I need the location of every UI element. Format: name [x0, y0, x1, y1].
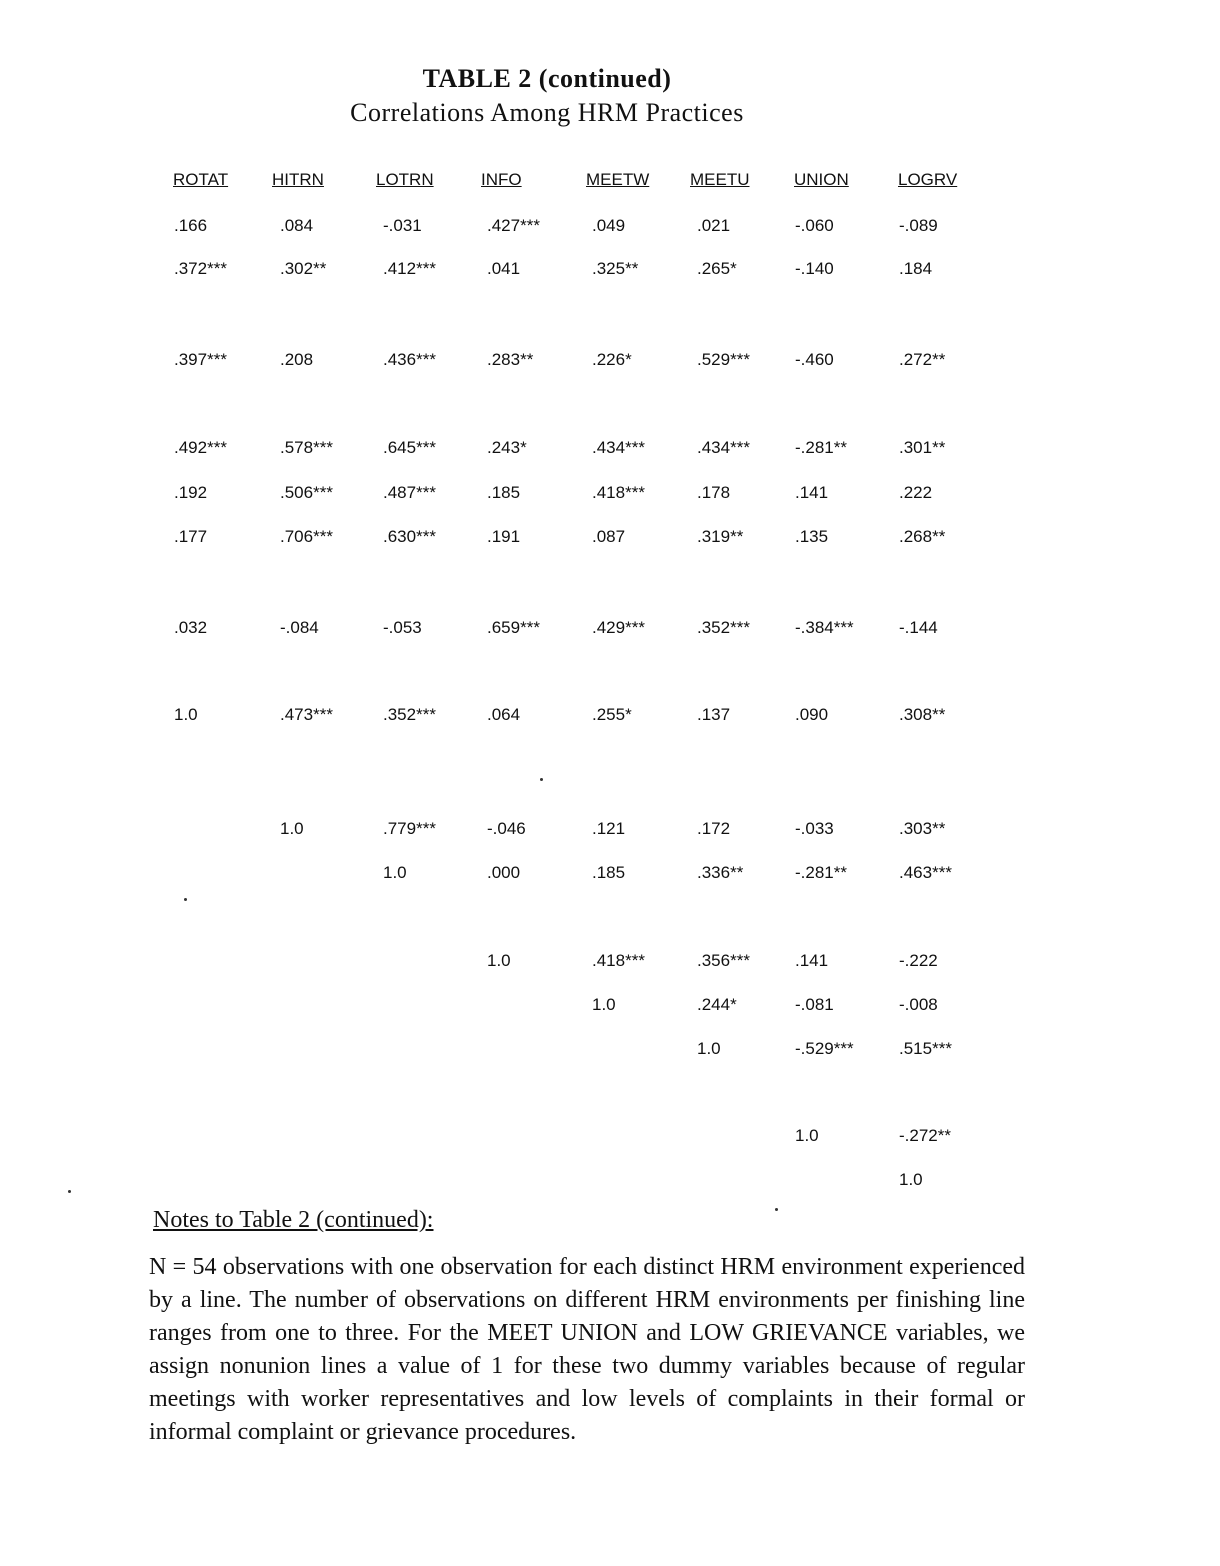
table-cell: .172 [697, 819, 731, 838]
table-cell: .087 [592, 527, 626, 546]
table-cell: .185 [487, 483, 521, 502]
table-cell: .226* [592, 350, 632, 369]
table-cell: 1.0 [174, 705, 198, 724]
table-cell: .506*** [280, 483, 333, 502]
table-cell: .706*** [280, 527, 333, 546]
table-cell: .208 [280, 350, 314, 369]
table-cell: .487*** [383, 483, 436, 502]
table-cell: .141 [795, 483, 829, 502]
table-cell: .021 [697, 216, 731, 235]
column-header-info: INFO [481, 170, 522, 189]
table-cell: .000 [487, 863, 521, 882]
table-cell: 1.0 [280, 819, 304, 838]
table-cell: -.053 [383, 618, 422, 637]
column-header-lotrn: LOTRN [376, 170, 434, 189]
table-cell: -.031 [383, 216, 422, 235]
table-cell: .779*** [383, 819, 436, 838]
table-cell: .141 [795, 951, 829, 970]
table-cell: 1.0 [899, 1170, 923, 1189]
table-cell: -.272** [899, 1126, 951, 1145]
table-cell: .244* [697, 995, 737, 1014]
table-cell: .177 [174, 527, 208, 546]
table-cell: .191 [487, 527, 521, 546]
column-header-meetu: MEETU [690, 170, 750, 189]
table-cell: -.384*** [795, 618, 854, 637]
column-header-hitrn: HITRN [272, 170, 324, 189]
table-cell: .178 [697, 483, 731, 502]
table-cell: .137 [697, 705, 731, 724]
table-cell: .192 [174, 483, 208, 502]
table-cell: -.084 [280, 618, 319, 637]
table-cell: 1.0 [487, 951, 511, 970]
table-cell: .302** [280, 259, 327, 278]
table-cell: .336** [697, 863, 744, 882]
table-cell: .283** [487, 350, 534, 369]
table-cell: .492*** [174, 438, 227, 457]
table-cell: -.033 [795, 819, 834, 838]
table-cell: .429*** [592, 618, 645, 637]
scan-speck [184, 898, 187, 901]
table-cell: -.281** [795, 438, 847, 457]
table-cell: -.046 [487, 819, 526, 838]
table-cell: .084 [280, 216, 314, 235]
table-cell: .166 [174, 216, 208, 235]
table-cell: 1.0 [795, 1126, 819, 1145]
table-cell: .041 [487, 259, 521, 278]
scan-speck [775, 1208, 778, 1211]
table-cell: .255* [592, 705, 632, 724]
table-cell: .222 [899, 483, 933, 502]
table-cell: -.529*** [795, 1039, 854, 1058]
table-cell: -.144 [899, 618, 938, 637]
table-cell: -.008 [899, 995, 938, 1014]
table-cell: .418*** [592, 951, 645, 970]
scan-speck [68, 1190, 71, 1193]
table-cell: -.140 [795, 259, 834, 278]
table-cell: .243* [487, 438, 527, 457]
table-cell: -.060 [795, 216, 834, 235]
table-cell: .434*** [697, 438, 750, 457]
notes-title: Notes to Table 2 (continued): [153, 1207, 434, 1233]
table-cell: .135 [795, 527, 829, 546]
scan-speck [540, 778, 543, 781]
column-header-logrv: LOGRV [898, 170, 958, 189]
table-cell: .578*** [280, 438, 333, 457]
table-cell: -.460 [795, 350, 834, 369]
table-cell: .325** [592, 259, 639, 278]
table-cell: .427*** [487, 216, 540, 235]
table-cell: .064 [487, 705, 521, 724]
column-header-rotat: ROTAT [173, 170, 229, 189]
table-cell: 1.0 [697, 1039, 721, 1058]
table-cell: .352*** [383, 705, 436, 724]
table-title: TABLE 2 (continued) [422, 64, 672, 93]
table-cell: .659*** [487, 618, 540, 637]
table-cell: 1.0 [592, 995, 616, 1014]
table-cell: .319** [697, 527, 744, 546]
table-cell: .301** [899, 438, 946, 457]
table-cell: .630*** [383, 527, 436, 546]
column-header-union: UNION [794, 170, 849, 189]
table-cell: .272** [899, 350, 946, 369]
column-header-meetw: MEETW [586, 170, 650, 189]
table-cell: 1.0 [383, 863, 407, 882]
notes-text: N = 54 observations with one observation for each distinct HRM environment experienced by a line. The number of observations on different HRM environments per finishing line ranges from one to three. For the MEET UNION and LOW GRIEVANCE variables, we assign nonunion lines a value of 1 for these two dummy variables because of regular meetings with worker representatives and low levels of complaints in their formal or informal complaint or grievance procedures. [149, 1254, 1025, 1445]
table-cell: .515*** [899, 1039, 952, 1058]
table-cell: .356*** [697, 951, 750, 970]
table-cell: .418*** [592, 483, 645, 502]
table-cell: .473*** [280, 705, 333, 724]
table-cell: .308** [899, 705, 946, 724]
table-cell: .303** [899, 819, 946, 838]
table-cell: .436*** [383, 350, 436, 369]
table-cell: .185 [592, 863, 626, 882]
table-cell: .352*** [697, 618, 750, 637]
table-cell: .032 [174, 618, 208, 637]
table-cell: .645*** [383, 438, 436, 457]
table-cell: .121 [592, 819, 626, 838]
table-cell: .529*** [697, 350, 750, 369]
table-cell: .397*** [174, 350, 227, 369]
table-cell: -.281** [795, 863, 847, 882]
table-cell: .412*** [383, 259, 436, 278]
table-cell: -.222 [899, 951, 938, 970]
table-cell: .434*** [592, 438, 645, 457]
table-cell: .184 [899, 259, 933, 278]
table-cell: .090 [795, 705, 829, 724]
table-subtitle: Correlations Among HRM Practices [350, 98, 744, 127]
table-cell: -.081 [795, 995, 834, 1014]
table-cell: .049 [592, 216, 626, 235]
table-cell: .265* [697, 259, 737, 278]
table-cell: -.089 [899, 216, 938, 235]
table-cell: .372*** [174, 259, 227, 278]
table-cell: .463*** [899, 863, 952, 882]
table-cell: .268** [899, 527, 946, 546]
